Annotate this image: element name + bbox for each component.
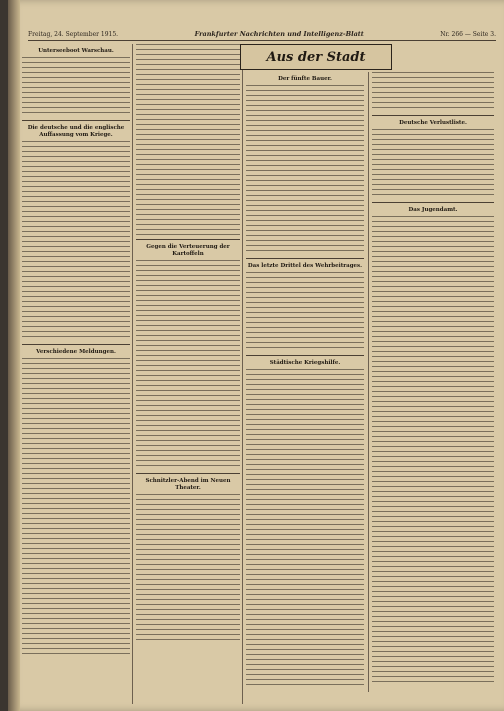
headline-wehrbeitrag: Das letzte Drittel des Wehrbeitrages. — [247, 263, 363, 269]
article-text — [246, 272, 364, 352]
page-fold-shadow — [8, 0, 20, 711]
page-header — [28, 28, 496, 41]
headline-jugendamt: Das Jugendamt. — [408, 207, 458, 213]
column-divider — [242, 44, 243, 704]
column-4 — [372, 72, 494, 692]
article-text — [372, 72, 494, 112]
column-divider — [132, 44, 133, 704]
headline-auffassung: Die deutsche und die englische Auffassung vom Kriege. — [27, 125, 125, 138]
article-text — [22, 141, 130, 341]
article-text — [136, 260, 240, 470]
article-text — [136, 44, 240, 236]
headline-kartoffeln: Gegen die Verteuerung der Kartoffeln — [146, 244, 230, 257]
headline-kriegshilfe: Städtische Kriegshilfe. — [269, 360, 341, 366]
headline-meldungen: Verschiedene Meldungen. — [36, 349, 116, 355]
header-page-number: Nr. 266 — Seite 3. — [440, 30, 496, 38]
column-divider — [368, 72, 369, 692]
column-2 — [136, 44, 240, 704]
headline-unterseeboot: Unterseeboot Warschau. — [38, 48, 114, 54]
article-text — [136, 494, 240, 644]
header-date: Freitag, 24. September 1915. — [28, 30, 119, 38]
article-text — [372, 216, 494, 686]
article-text — [22, 57, 130, 117]
newspaper-page — [8, 0, 504, 711]
headline-verlustliste: Deutsche Verlustliste. — [399, 120, 467, 126]
article-text — [246, 369, 364, 689]
article-text — [22, 358, 130, 658]
article-text — [246, 85, 364, 255]
column-1 — [22, 44, 130, 704]
headline-fuenfte-bauer: Der fünfte Bauer. — [278, 76, 332, 82]
column-3 — [246, 72, 364, 692]
header-masthead: Frankfurter Nachrichten und Intelligenz-Blatt — [194, 30, 364, 38]
section-header-box: Aus der Stadt — [240, 44, 392, 70]
article-text — [372, 129, 494, 199]
headline-schnitzler: Schnitzler-Abend im Neuen Theater. — [145, 478, 231, 491]
